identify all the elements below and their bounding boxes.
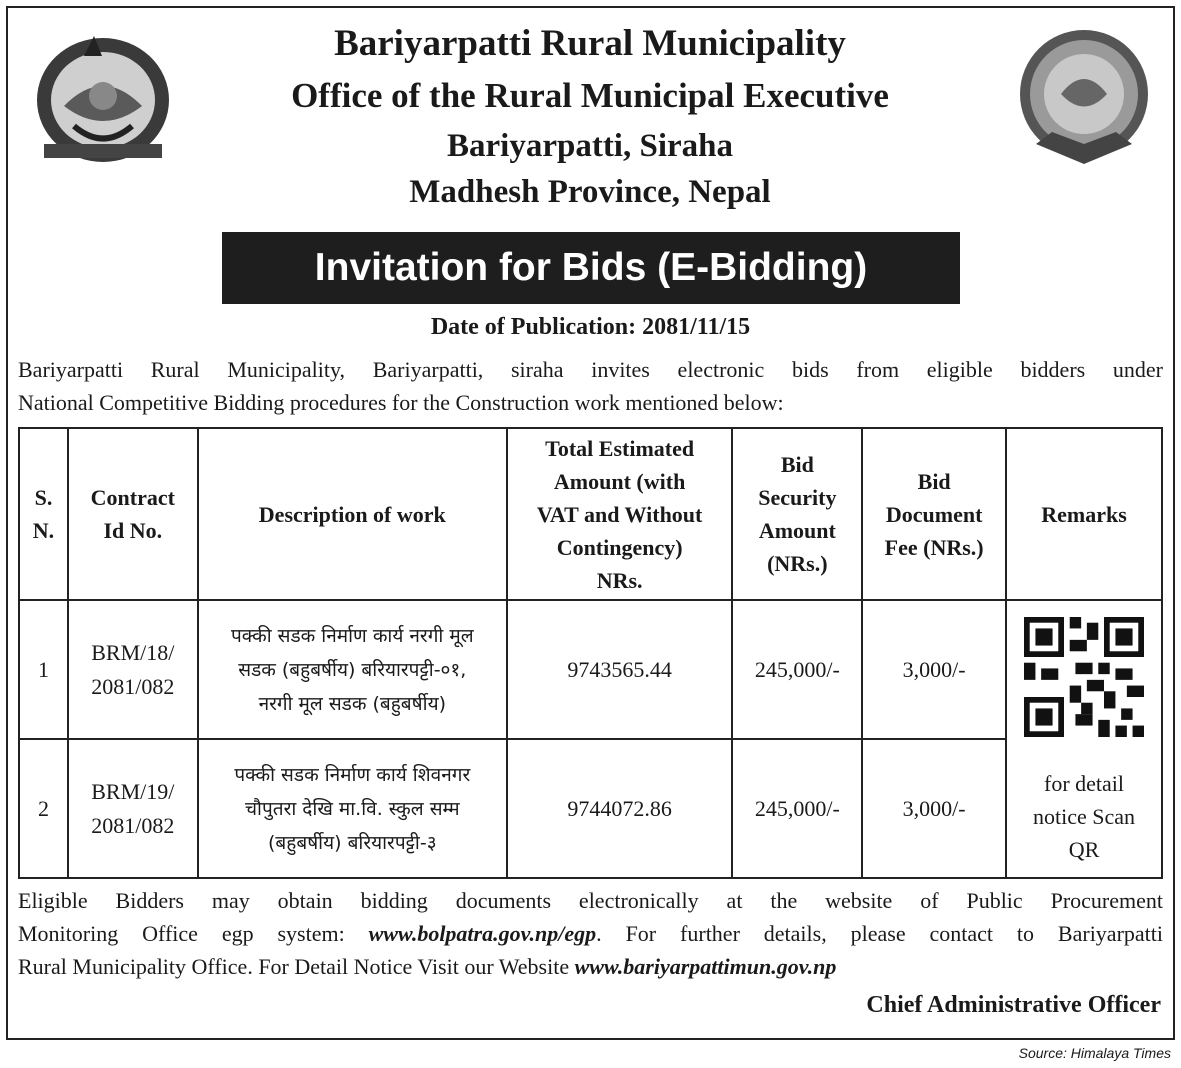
remarks-line-2: notice Scan (1033, 804, 1136, 829)
intro-line-2: National Competitive Bidding procedures for the Construction work mentioned below: (18, 390, 784, 415)
col-header-sn: S. N. (19, 428, 68, 600)
row-fee: 3,000/- (862, 739, 1006, 878)
row-security: 245,000/- (732, 739, 862, 878)
remarks-line-1: for detail (1044, 771, 1125, 796)
row-contract-id: BRM/18/ 2081/082 (68, 600, 198, 739)
notice-title: Invitation for Bids (E-Bidding) (222, 232, 960, 304)
col-header-contract: Contract Id No. (68, 428, 198, 600)
col-header-remarks: Remarks (1006, 428, 1162, 600)
signatory: Chief Administrative Officer (866, 992, 1161, 1018)
row-amount: 9743565.44 (507, 600, 733, 739)
bids-table (18, 427, 1163, 879)
publication-date: Date of Publication: 2081/11/15 (430, 314, 751, 340)
col-header-fee: Bid Document Fee (NRs.) (862, 428, 1006, 600)
col-header-security: Bid Security Amount (NRs.) (732, 428, 862, 600)
office-location: Bariyarpatti, Siraha (447, 128, 733, 164)
footer-line-1: Eligible Bidders may obtain bidding documents electronically at the website of Public Procurement (18, 888, 1163, 913)
row-fee: 3,000/- (862, 600, 1006, 739)
intro-line-1: Bariyarpatti Rural Municipality, Bariyarpatti, siraha invites electronic bids from eligible bidders under (18, 357, 1163, 382)
row-sn: 2 (19, 739, 68, 878)
table-row (19, 739, 1162, 878)
egp-link[interactable]: www.bolpatra.gov.np/egp (368, 921, 597, 946)
remarks-line-3: QR (1068, 837, 1100, 862)
row-amount: 9744072.86 (507, 739, 733, 878)
qr-code-icon[interactable] (1024, 617, 1144, 737)
municipality-seal-icon (1006, 24, 1162, 172)
nepal-government-emblem-icon (24, 26, 182, 168)
row-contract-id: BRM/19/ 2081/082 (68, 739, 198, 878)
table-header-row (19, 428, 1162, 600)
province-country: Madhesh Province, Nepal (409, 174, 771, 210)
row-description: पक्की सडक निर्माण कार्य शिवनगर चौपुतरा देखि मा.वि. स्कुल सम्म (बहुबर्षीय) बरियारपट्टी-३ (198, 739, 507, 878)
source-credit: Source: Himalaya Times (1018, 1045, 1171, 1061)
footer-line-2: Monitoring Office egp system: www.bolpatra.gov.np/egp. For further details, please contact to Bariyarpatti (18, 921, 1163, 946)
office-name: Office of the Rural Municipal Executive (291, 76, 889, 115)
table-row (19, 600, 1162, 739)
col-header-description: Description of work (198, 428, 507, 600)
remarks-cell (1006, 600, 1162, 878)
row-sn: 1 (19, 600, 68, 739)
municipality-website-link[interactable]: www.bariyarpattimun.gov.np (574, 954, 837, 979)
footer-line-3: Rural Municipality Office. For Detail Notice Visit our Website www.bariyarpattimun.gov.np (18, 954, 837, 979)
col-header-amount: Total Estimated Amount (with VAT and Without Contingency) NRs. (507, 428, 733, 600)
row-security: 245,000/- (732, 600, 862, 739)
row-description: पक्की सडक निर्माण कार्य नरगी मूल सडक (बहुबर्षीय) बरियारपट्टी-०१, नरगी मूल सडक (बहुबर्षीय) (198, 600, 507, 739)
municipality-name: Bariyarpatti Rural Municipality (334, 23, 846, 64)
